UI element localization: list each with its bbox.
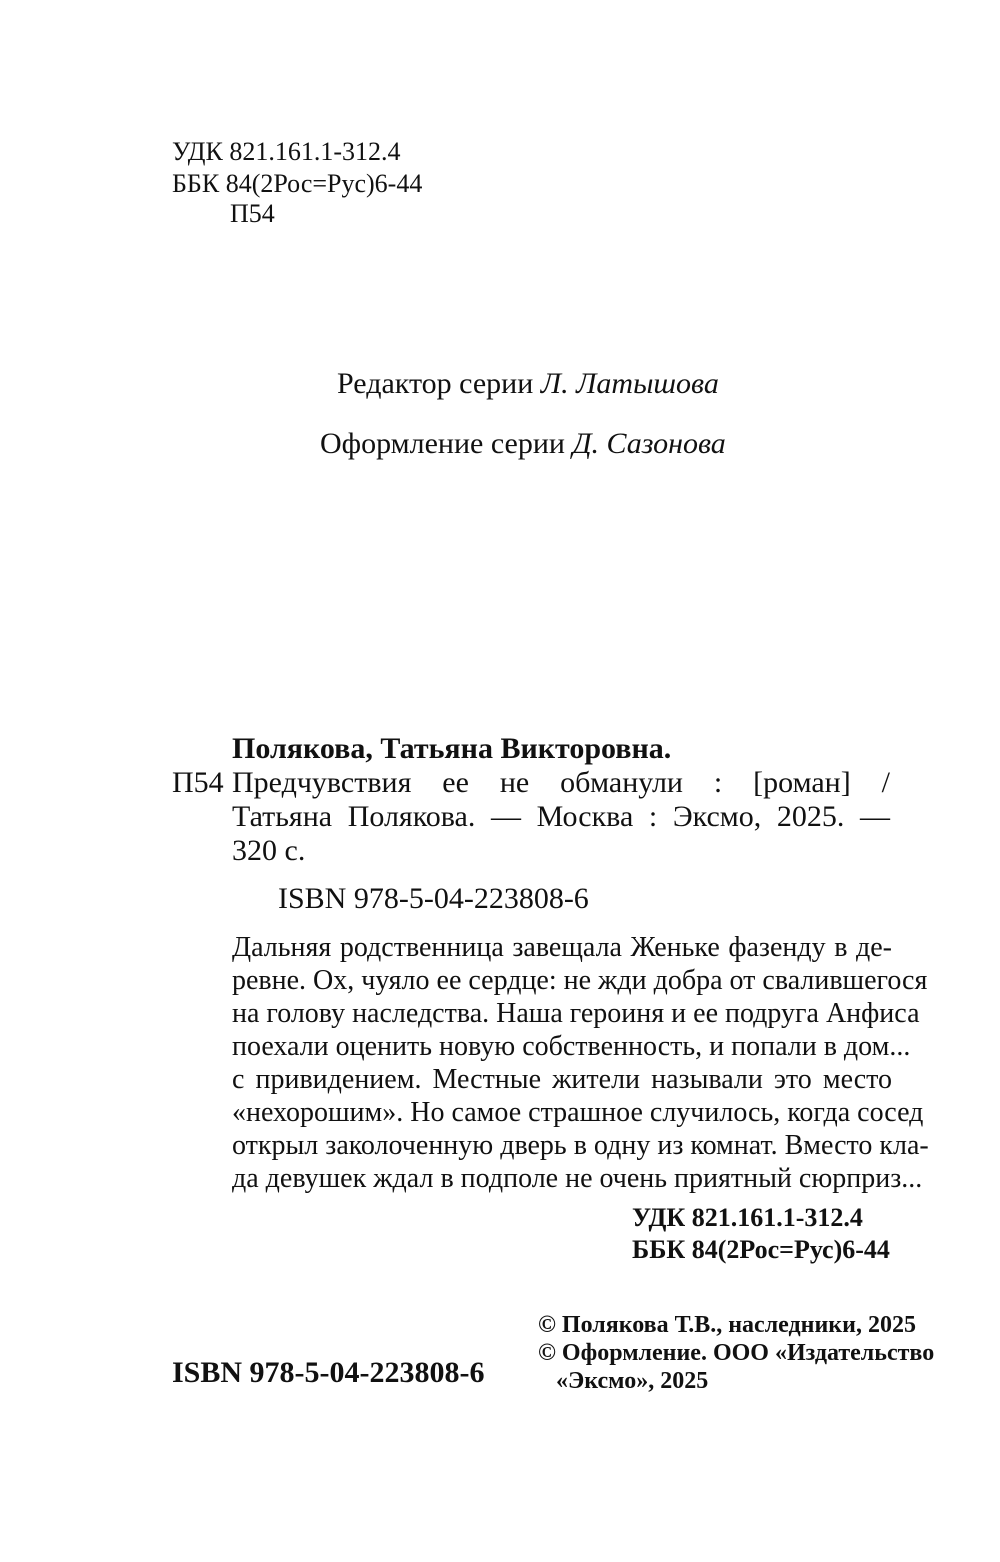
copyright-publisher: «Эксмо», 2025 [556, 1368, 709, 1394]
annotation-line: на голову наследства. Наша героиня и ее подруга Анфиса [232, 998, 920, 1029]
series-editor-name: Л. Латышова [540, 367, 719, 400]
copyright-author: © Полякова Т.В., наследники, 2025 [538, 1312, 916, 1338]
footer-bbk-code: ББК 84(2Рос=Рус)6-44 [632, 1235, 890, 1264]
annotation-line: поехали оценить новую собственность, и попали в дом... [232, 1031, 911, 1062]
series-design [320, 427, 726, 461]
author-mark: П54 [230, 199, 275, 228]
annotation-line: Дальняя родственница завещала Женьке фазенду в де- [232, 932, 892, 963]
annotation-line: с привидением. Местные жители называли это место [232, 1064, 892, 1095]
bib-description-line: Татьяна Полякова. — Москва : Эксмо, 2025. — [232, 800, 890, 833]
footer-isbn: ISBN 978-5-04-223808-6 [172, 1356, 485, 1389]
bib-description-line: 320 с. [232, 834, 306, 867]
bib-isbn: ISBN 978-5-04-223808-6 [278, 882, 589, 915]
series-editor [337, 367, 719, 401]
bib-description-line: Предчувствия ее не обманули : [роман] / [232, 766, 890, 799]
copyright-design: © Оформление. ООО «Издательство [538, 1340, 935, 1366]
book-author: Полякова, Татьяна Викторовна. [232, 732, 672, 765]
annotation-line: ревне. Ох, чуяло ее сердце: не жди добра от свалившегося [232, 965, 928, 996]
annotation-line: «нехорошим». Но самое страшное случилось, когда сосед [232, 1097, 924, 1128]
annotation-line: да девушек ждал в подполе не очень приятный сюрприз... [232, 1163, 923, 1194]
udk-code: УДК 821.161.1-312.4 [172, 137, 401, 166]
footer-udk-code: УДК 821.161.1-312.4 [632, 1203, 863, 1232]
annotation-line: открыл заколоченную дверь в одну из комнат. Вместо кла- [232, 1130, 929, 1161]
series-design-label: Оформление серии [320, 427, 573, 460]
series-design-name: Д. Сазонова [572, 427, 726, 460]
bbk-code: ББК 84(2Рос=Рус)6-44 [172, 169, 423, 198]
bib-author-mark: П54 [172, 766, 224, 799]
series-editor-label: Редактор серии [337, 367, 541, 400]
